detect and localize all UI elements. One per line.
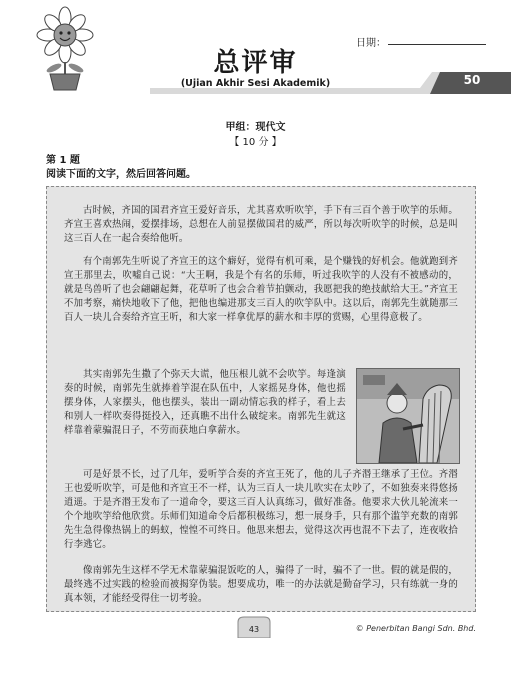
publisher-credit: © Penerbitan Bangi Sdn. Bhd. bbox=[355, 624, 476, 633]
passage-paragraph: 古时候，齐国的国君齐宣王爱好音乐，尤其喜欢听吹竽，手下有三百个善于吹竽的乐师。齐宣王喜欢热闹，爱摆排场，总想在人前显摆做国君的威严，所以每次听吹竽的时候，总是叫这三百人在一起合奏给他听。 bbox=[64, 205, 458, 244]
date-label: 日期： bbox=[356, 38, 386, 49]
passage-paragraph: 像南郭先生这样不学无术靠蒙骗混饭吃的人，骗得了一时，骗不了一世。假的就是假的，最终逃不过实践的检验而被揭穿伪装。想要成功，唯一的办法就是勤奋学习，只有练就一身的真本领，才能经受得住一切考验。 bbox=[64, 565, 458, 604]
page-badge-number: 50 bbox=[463, 73, 481, 87]
passage-paragraph: 可是好景不长，过了几年，爱听竽合奏的齐宣王死了，他的儿子齐湣王继承了王位。齐湣王也爱听吹竽，可是他和齐宣王不一样，认为三百人一块儿吹实在太吵了，不如独奏来得悠扬逍遥。于是齐湣王发布了一道命令，要这三百人认真练习，做好准备。他要求大伙儿轮流来一个个地吹竽给他欣赏。乐师们知道命令后都积极练习，想一展身手，只有那个滥竽充数的南郭先生急得像热锅上的蚂蚁，惶惶不可终日。他思来想去，觉得这次再也混不下去了，连夜收拾行李逃它。 bbox=[64, 469, 458, 550]
passage-paragraph: 有个南郭先生听说了齐宣王的这个癖好，觉得有机可乘，是个赚钱的好机会。他就跑到齐宣王那里去，吹嘘自己说：“大王啊，我是个有名的乐师，听过我吹竽的人没有不被感动的，就是鸟兽听了也会翩翩起舞，花草听了也会合着节拍颤动，我愿把我的绝技献给大王。”齐宣王不加考察，痛快地收下了他，把他也编进那支三百人的吹竽队中。这以后，南郭先生就随那三百人一块儿合奏给齐宣王听，和大家一样拿优厚的薪水和丰厚的赏赐，心里得意极了。 bbox=[64, 256, 458, 323]
page-subtitle: (Ujian Akhir Sesi Akademik) bbox=[180, 78, 331, 89]
page-title: 总评审 bbox=[213, 48, 298, 78]
section-marks: 【 10 分 】 bbox=[229, 137, 282, 148]
section-group-title: 甲组：现代文 bbox=[225, 122, 286, 133]
passage-paragraph: 其实南郭先生撒了个弥天大谎，他压根儿就不会吹竽。每逢演奏的时候，南郭先生就捧着竽混在队伍中，人家摇晃身体，他也摇摆身体，人家摆头，他也摆头，装出一副动情忘我的样子，看上去和别人一样吹奏得挺投入，还真瞧不出什么破绽来。南郭先生就这样靠着蒙骗混日子，不劳而获地白拿薪水。 bbox=[64, 369, 346, 436]
page-number: 43 bbox=[248, 625, 260, 634]
musician-illustration bbox=[356, 368, 460, 464]
question-number: 第 1 题 bbox=[46, 155, 80, 166]
question-instruction: 阅读下面的文字，然后回答问题。 bbox=[46, 169, 196, 180]
